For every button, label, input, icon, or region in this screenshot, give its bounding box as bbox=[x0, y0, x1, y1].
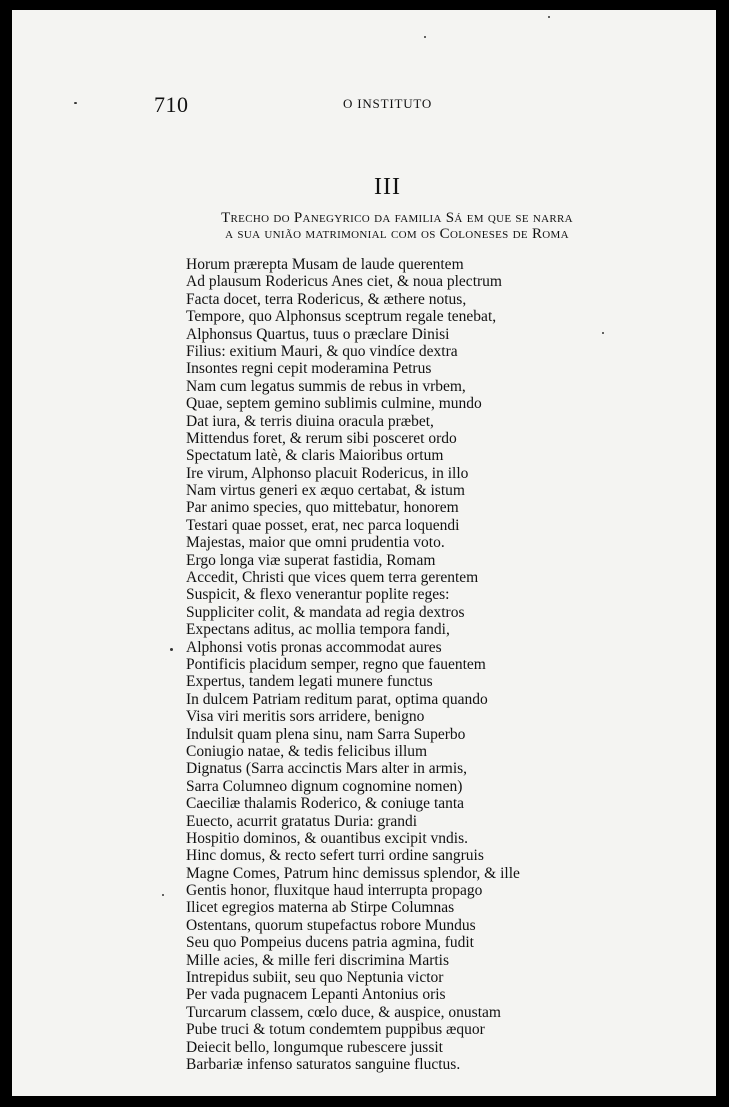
section-subtitle-line-1: Trecho do Panegyrico da familia Sá em que se narra bbox=[221, 210, 573, 226]
poem-line: Nam virtus generi ex æquo certabat, & istum bbox=[186, 482, 465, 500]
poem-line: Spectatum latè, & claris Maioribus ortum bbox=[186, 447, 444, 465]
scan-speck bbox=[548, 16, 550, 18]
scan-speck bbox=[424, 36, 426, 38]
poem-line: Per vada pugnacem Lepanti Antonius oris bbox=[186, 986, 446, 1004]
poem-line: Dat iura, & terris diuina oracula præbet, bbox=[186, 412, 434, 430]
poem-line: Mittendus foret, & rerum sibi posceret ordo bbox=[186, 429, 457, 447]
poem-line: Pube truci & totum condemtem puppibus æquor bbox=[186, 1021, 485, 1039]
scan-speck bbox=[170, 648, 173, 651]
scan-speck bbox=[74, 102, 77, 104]
poem-line: Indulsit quam plena sinu, nam Sarra Superbo bbox=[186, 725, 466, 743]
poem-line: Ire virum, Alphonso placuit Rodericus, in illo bbox=[186, 464, 469, 482]
poem-line: Ergo longa viæ superat fastidia, Romam bbox=[186, 551, 436, 569]
running-title: O INSTITUTO bbox=[343, 96, 433, 111]
scan-speck bbox=[602, 332, 604, 334]
poem-line: Expectans aditus, ac mollia tempora fandi, bbox=[186, 621, 450, 639]
poem-line: Deiecit bello, longumque rubescere jussit bbox=[186, 1038, 443, 1056]
poem-line: Alphonsi votis pronas accommodat aures bbox=[186, 638, 442, 656]
poem-line: Suppliciter colit, & mandata ad regia dextros bbox=[186, 603, 465, 621]
poem-line: Majestas, maior que omni prudentia voto. bbox=[186, 534, 445, 552]
poem-line: Insontes regni cepit moderamina Petrus bbox=[186, 360, 432, 378]
poem-line: Gentis honor, fluxitque haud interrupta propago bbox=[186, 882, 483, 900]
poem-line: Barbariæ infenso saturatos sanguine fluctus. bbox=[186, 1055, 461, 1073]
poem-line: Facta docet, terra Rodericus, & æthere notus, bbox=[186, 290, 467, 308]
poem-line: Testari quae posset, erat, nec parca loquendi bbox=[186, 516, 460, 534]
poem-line: Caeciliæ thalamis Roderico, & coniuge tanta bbox=[186, 795, 465, 813]
poem-line: Nam cum legatus summis de rebus in vrbem, bbox=[186, 377, 466, 395]
page-number: 710 bbox=[154, 92, 189, 117]
poem-line: Accedit, Christi que vices quem terra gerentem bbox=[186, 569, 479, 587]
poem-line: Horum prærepta Musam de laude querentem bbox=[186, 256, 464, 273]
section-number: III bbox=[374, 174, 401, 200]
poem-line: Hinc domus, & recto sefert turri ordine sangruis bbox=[186, 847, 484, 865]
poem-line: Ilicet egregios materna ab Stirpe Columnas bbox=[186, 899, 455, 917]
poem-line: Mille acies, & mille feri discrimina Martis bbox=[186, 951, 450, 969]
poem-line: Pontificis placidum semper, regno que fauentem bbox=[186, 655, 486, 673]
poem-line: In dulcem Patriam reditum parat, optima quando bbox=[186, 690, 488, 708]
poem-line: Coniugio natae, & tedis felicibus illum bbox=[186, 742, 428, 760]
section-subtitle-line-2: a sua união matrimonial com os Coloneses de Roma bbox=[225, 226, 569, 242]
poem-line: Turcarum classem, cœlo duce, & auspice, onustam bbox=[186, 1003, 501, 1021]
poem-line: Dignatus (Sarra accinctis Mars alter in armis, bbox=[186, 760, 468, 778]
poem-line: Intrepidus subiit, seu quo Neptunia victor bbox=[186, 969, 444, 987]
poem-line: Sarra Columneo dignum cognomine nomen) bbox=[186, 777, 463, 795]
poem-line: Magne Comes, Patrum hinc demissus splendor, & ille bbox=[186, 864, 520, 882]
poem-line: Expertus, tandem legati munere functus bbox=[186, 673, 433, 691]
poem-line: Ostentans, quorum stupefactus robore Mundus bbox=[186, 916, 476, 934]
book-page bbox=[12, 10, 716, 1096]
poem-text bbox=[186, 256, 520, 1073]
poem-line: Par animo species, quo mittebatur, honorem bbox=[186, 499, 459, 517]
poem-line: Alphonsus Quartus, tuus o præclare Dinisi bbox=[186, 325, 450, 343]
poem-line: Quae, septem gemino sublimis culmine, mundo bbox=[186, 395, 482, 413]
poem-line: Tempore, quo Alphonsus sceptrum regale tenebat, bbox=[186, 308, 497, 326]
poem-line: Filius: exitium Mauri, & quo vindíce dextra bbox=[186, 342, 458, 360]
poem-line: Euecto, acurrit gratatus Duria: grandi bbox=[186, 812, 418, 830]
poem-line: Suspicit, & flexo venerantur poplite reges: bbox=[186, 586, 450, 604]
poem-line: Ad plausum Rodericus Anes ciet, & noua plectrum bbox=[186, 273, 502, 291]
poem-line: Visa viri meritis sors arridere, benigno bbox=[186, 708, 425, 726]
scan-speck bbox=[162, 894, 164, 896]
poem-line: Seu quo Pompeius ducens patria agmina, fudit bbox=[186, 934, 474, 952]
poem-line: Hospitio dominos, & ouantibus excipit vndis. bbox=[186, 829, 469, 847]
